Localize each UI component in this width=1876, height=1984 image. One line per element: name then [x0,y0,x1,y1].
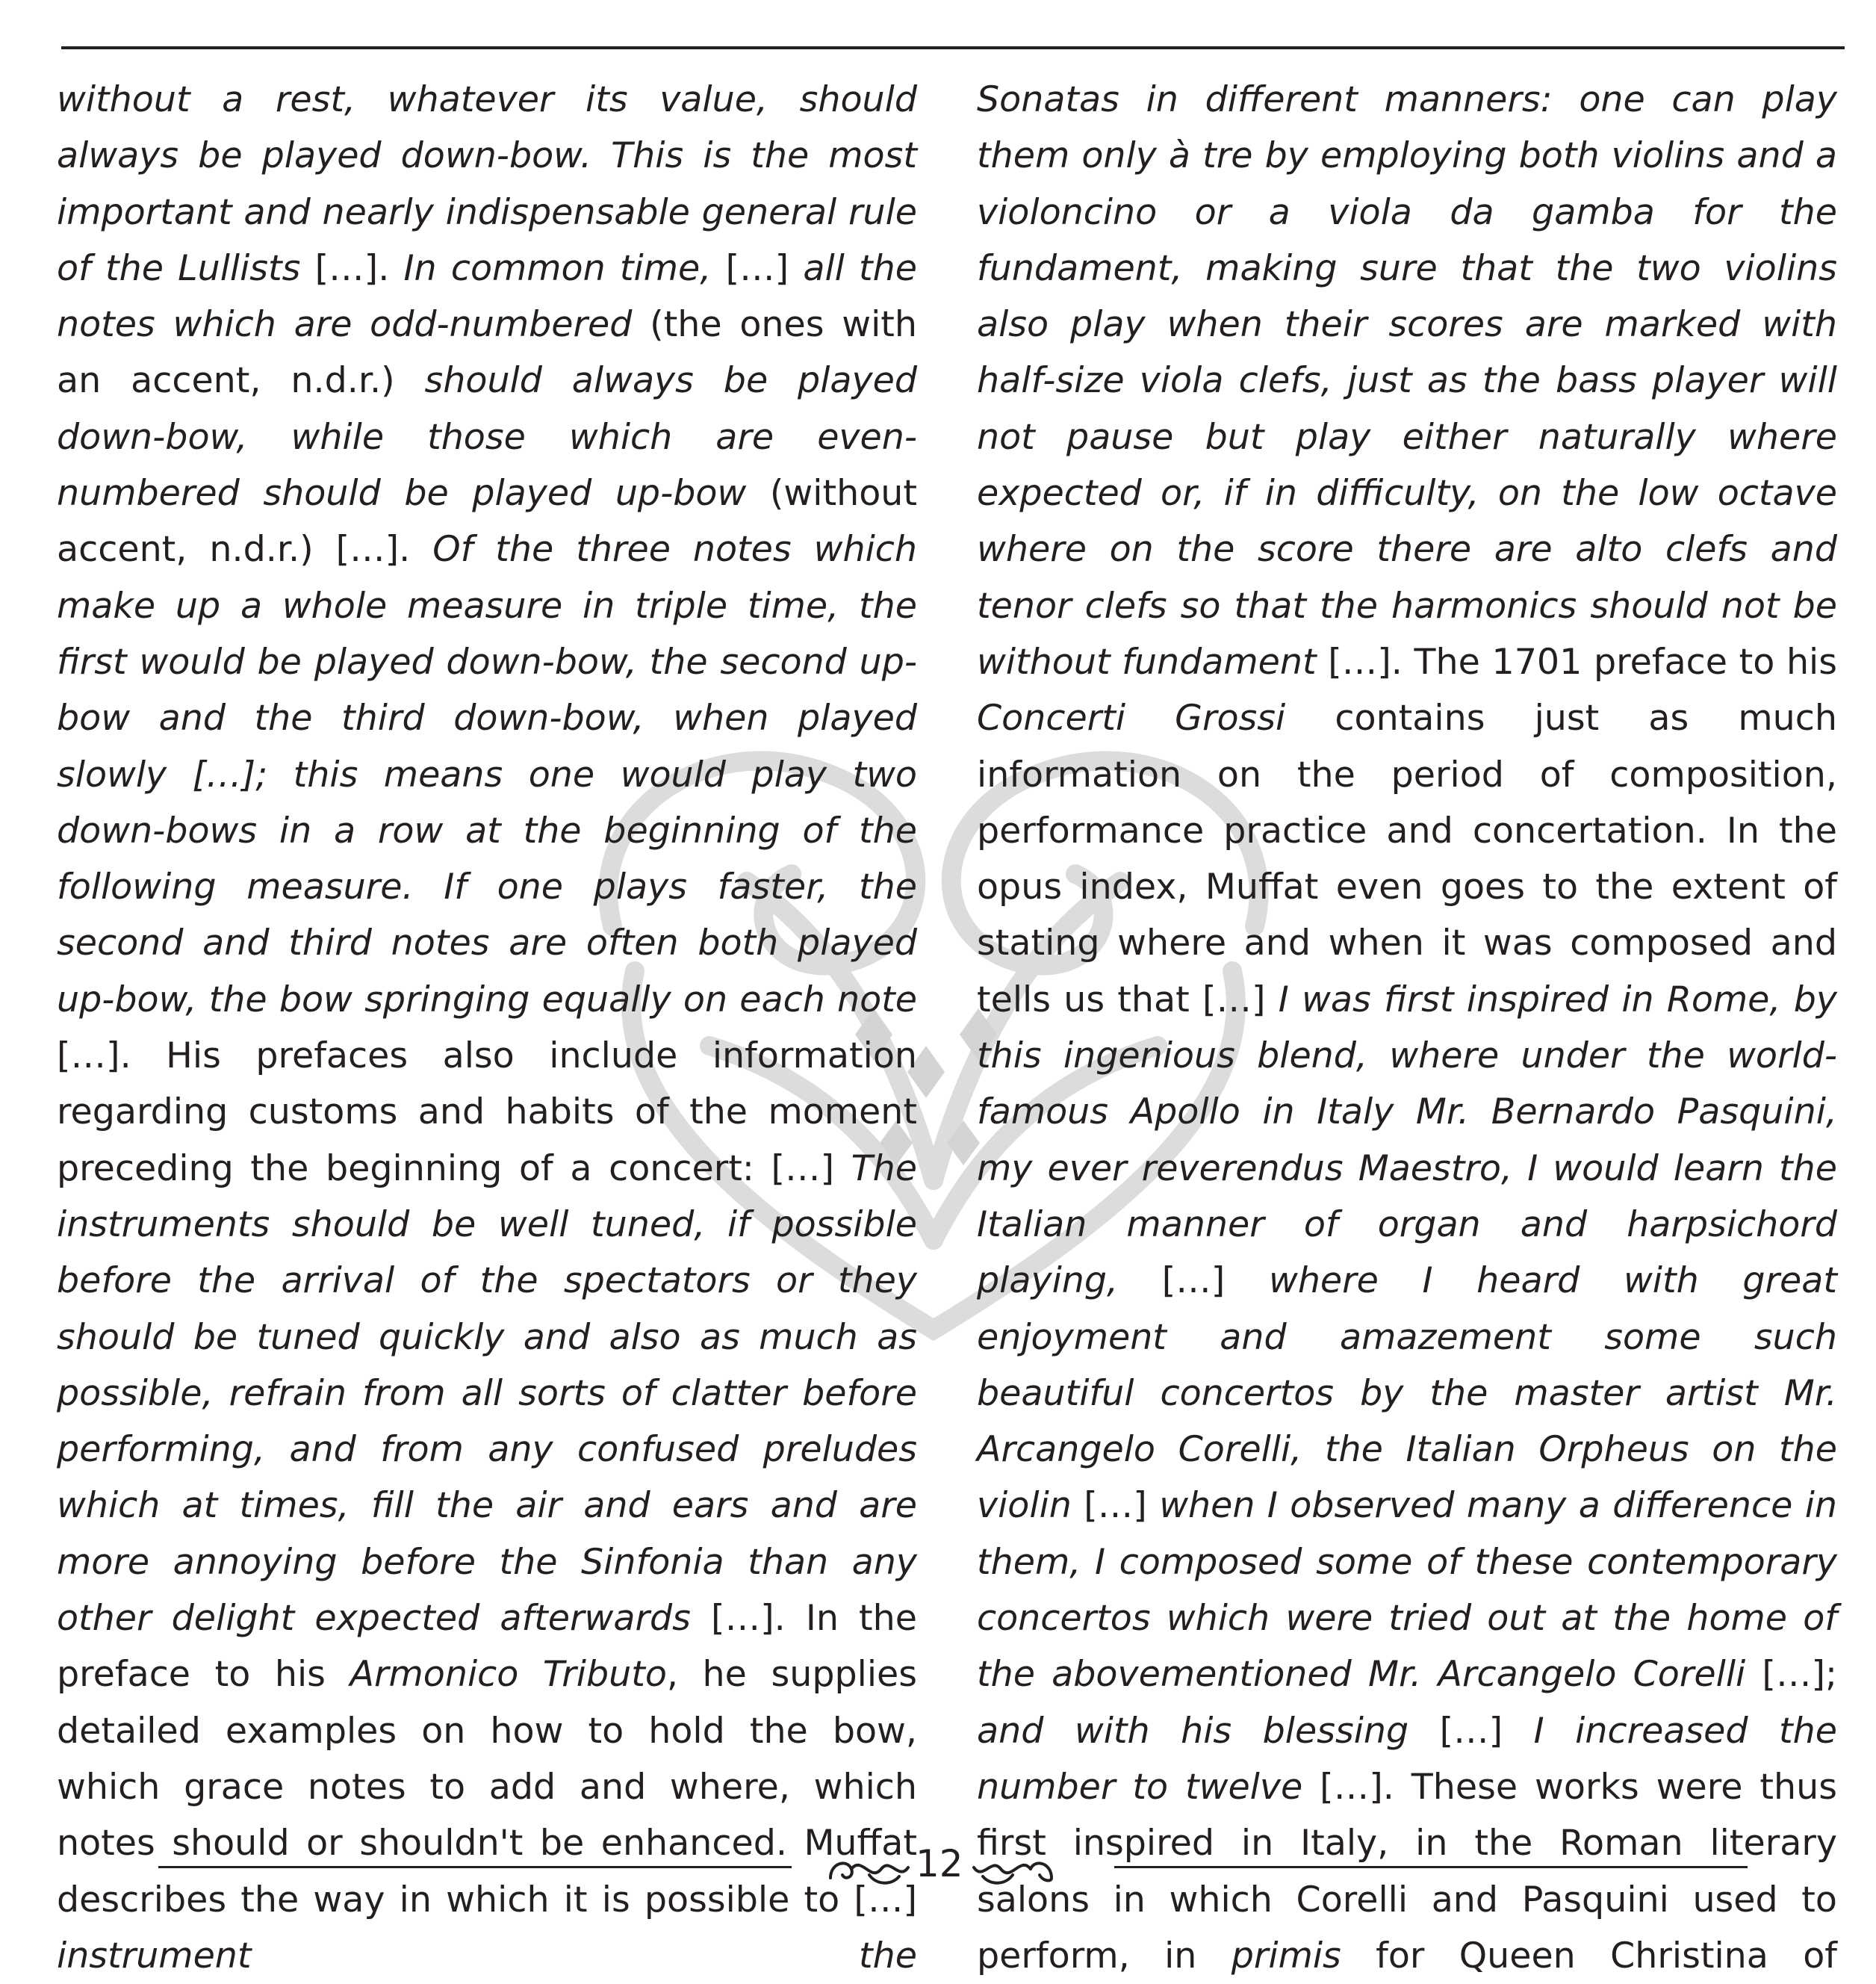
italic-text-run: without a rest, whatever its value, should always be played down-bow. This is the most important and nearly indispensable general rule of the Lullists [57,79,917,289]
footer-rule-left [158,1866,792,1868]
text-run: […]. These works were thus first inspired in Italy, in the Roman literary salons in which Corelli and Pasquini used to perform, in [977,1766,1837,1977]
text-run: […] [725,247,804,289]
text-run: […] [1161,1260,1269,1302]
top-rule [61,46,1845,49]
italic-text-run: Concerti Grossi [977,698,1286,740]
text-run: […] [1439,1710,1534,1752]
text-run: contains just as much information on the period of composition, performance practice and concertation. In the opus index, Muffat even goes to the extent of stating where and when it was composed and tells us that […] [977,698,1837,1020]
text-run: […]; [1762,1654,1837,1696]
italic-text-run: all the notes which are odd-numbered [57,247,918,346]
text-run: […]. His prefaces also include information regarding customs and habits of the moment preceding the beginning of a concert: […] [57,1035,917,1189]
italic-text-run: and with his blessing [977,1710,1440,1752]
scroll-flourish-icon [824,1848,914,1890]
text-column-right [977,72,1837,1984]
text-run: […]. In the preface to his [57,1598,917,1696]
text-run: […] [1084,1485,1160,1527]
italic-text-run: Sonatas in different manners: one can play them only à tre by employing both violins and a violoncino or a viola da gamba for the fundament, making sure that the two violins also play when their scores are marked with half-size viola clefs, just as the bass player will not pause but play either naturally where expected or, if in difficulty, on the low octave where on the score there are alto clefs and tenor clefs so that the harmonics should not be without fundament [977,79,1837,683]
text-run: for Queen Christina of [1341,1935,1837,1977]
body-paragraph [57,72,917,1984]
text-run: (without accent, n.d.r.) […]. [57,473,917,571]
text-column-left [57,72,917,1984]
italic-text-run: I increased the number to twelve [977,1710,1837,1808]
text-run: […]. [314,247,404,289]
body-paragraph [977,72,1837,1984]
italic-text-run: I was first inspired in Rome, by this ingenious blend, where under the world-famous Apollo in Italy Mr. Bernardo Pasquini, my ever reverendus Maestro, I would learn the Italian manner of organ and harpsichord playing, [977,979,1837,1302]
footer-rule-right [1114,1866,1748,1868]
page-number: 12 [916,1842,963,1885]
italic-text-run: should always be played down-bow, while those which are even-numbered should be played up-bow [57,360,917,515]
scroll-flourish-icon [968,1848,1057,1890]
italic-text-run: The instruments should be well tuned, if possible before the arrival of the spectators or they should be tuned quickly and also as much as possible, refrain from all sorts of clatter before performing, and from any confused preludes which at times, fill the air and ears and are more annoying before the Sinfonia than any other delight expected afterwards [57,1147,917,1640]
italic-text-run: In common time, [403,247,726,289]
text-run: […]. The 1701 preface to his [1328,641,1837,683]
italic-text-run: Armonico Tributo [350,1654,667,1696]
page-footer [0,1838,1876,1897]
italic-text-run: when I observed many a difference in them, I composed some of these contemporary concertos which were tried out at the home of the abovementioned Mr. Arcangelo Corelli [977,1485,1838,1696]
italic-text-run: where I heard with great enjoyment and amazement some such beautiful concertos by the master artist Mr. Arcangelo Corelli, the Italian Orpheus on the violin [977,1260,1837,1527]
text-run: (the ones with an accent, n.d.r.) [57,304,917,402]
italic-text-run: instrument the [57,1935,917,1977]
italic-text-run: Of the three notes which make up a whole measure in triple time, the first would be played down-bow, the second up-bow and the third down-bow, when played slowly […]; this means one would play two down-bows in a row at the beginning of the following measure. If one plays faster, the second and third notes are often both played up-bow, the bow springing equally on each note [57,529,917,1020]
text-run: , he supplies detailed examples on how to hold the bow, which grace notes to add and where, which notes should or shouldn't be enhanced. Muffat describes the way in which it is possible to […] [57,1654,917,1921]
italic-text-run: primis [1231,1935,1341,1977]
